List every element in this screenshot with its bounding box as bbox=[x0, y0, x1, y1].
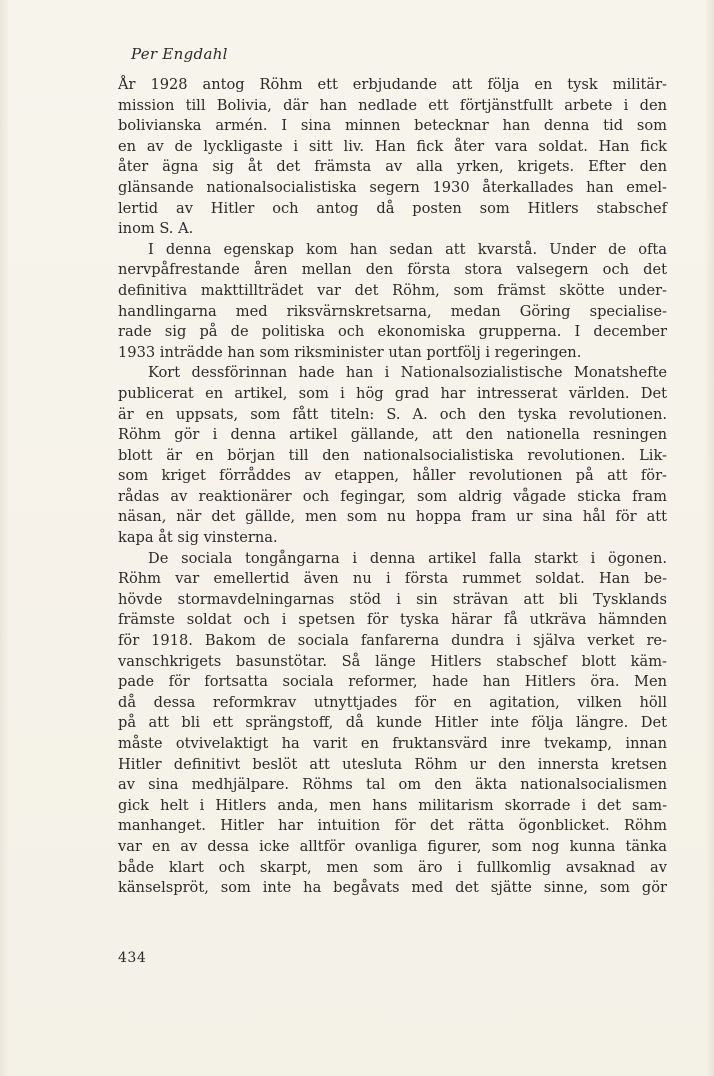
text-line: handlingarna med riksvärnskretsarna, medan Göring specialise- bbox=[118, 302, 667, 320]
text-line: på att bli ett sprängstoff, då kunde Hitler inte följa längre. Det bbox=[118, 714, 667, 732]
text-line: kapa åt sig vinsterna. bbox=[118, 529, 278, 547]
text-line: rade sig på de politiska och ekonomiska grupperna. I december bbox=[118, 323, 667, 341]
text-line: var en av dessa icke alltför ovanliga figurer, som nog kunna tänka bbox=[118, 837, 667, 855]
running-head: Per Engdahl bbox=[131, 45, 228, 63]
text-line: Röhm var emellertid även nu i första rummet soldat. Han be- bbox=[118, 570, 667, 588]
page-number: 434 bbox=[118, 950, 147, 966]
text-line: pade för fortsatta sociala reformer, hade han Hitlers öra. Men bbox=[118, 673, 667, 691]
text-line: rådas av reaktionärer och fegingar, som aldrig vågade sticka fram bbox=[118, 487, 667, 505]
text-line: då dessa reformkrav utnyttjades för en agitation, vilken höll bbox=[118, 693, 667, 711]
text-line: bolivianska armén. I sina minnen betecknar han denna tid som bbox=[118, 117, 667, 135]
text-line: Hitler definitivt beslöt att utesluta Röhm ur den innersta kretsen bbox=[118, 755, 667, 773]
text-line: hövde stormavdelningarnas stöd i sin strävan att bli Tysklands bbox=[118, 590, 667, 608]
text-line: nervpåfrestande åren mellan den första stora valsegern och det bbox=[118, 261, 667, 279]
text-line: är en uppsats, som fått titeln: S. A. och den tyska revolutionen. bbox=[118, 405, 667, 423]
text-line: åter ägna sig åt det främsta av alla yrken, krigets. Efter den bbox=[118, 158, 667, 176]
paragraph bbox=[118, 75, 667, 240]
text-line: inom S. A. bbox=[118, 220, 194, 238]
text-line: definitiva makttillträdet var det Röhm, som främst skötte under- bbox=[118, 281, 667, 299]
text-line: publicerat en artikel, som i hög grad har intresserat världen. Det bbox=[118, 384, 667, 402]
text-line: blott är en början till den nationalsocialistiska revolutionen. Lik- bbox=[118, 446, 667, 464]
text-line: 1933 inträdde han som riksminister utan portfölj i regeringen. bbox=[118, 343, 582, 361]
text-line: en av de lyckligaste i sitt liv. Han fick åter vara soldat. Han fick bbox=[118, 137, 667, 155]
text-line: lertid av Hitler och antog då posten som Hitlers stabschef bbox=[118, 199, 667, 217]
paragraph bbox=[118, 363, 667, 548]
body-text bbox=[118, 75, 667, 899]
text-line: som kriget förråddes av etappen, håller revolutionen på att för- bbox=[118, 467, 667, 485]
page-edge-right bbox=[706, 0, 714, 1076]
text-line: både klart och skarpt, men som äro i fullkomlig avsaknad av bbox=[118, 858, 667, 876]
text-line: måste otvivelaktigt ha varit en fruktansvärd inre tvekamp, innan bbox=[118, 735, 667, 752]
paragraph bbox=[118, 549, 667, 899]
text-line: De sociala tongångarna i denna artikel falla starkt i ögonen. bbox=[148, 549, 667, 567]
page-edge-left bbox=[0, 0, 8, 1076]
text-line: I denna egenskap kom han sedan att kvarstå. Under de ofta bbox=[148, 240, 667, 258]
paragraph bbox=[118, 240, 667, 364]
text-line: av sina medhjälpare. Röhms tal om den äkta nationalsocialismen bbox=[118, 776, 667, 794]
text-line: År 1928 antog Röhm ett erbjudande att följa en tysk militär- bbox=[118, 76, 667, 93]
text-line: mission till Bolivia, där han nedlade ett förtjänstfullt arbete i den bbox=[118, 96, 667, 114]
text-line: manhanget. Hitler har intuition för det rätta ögonblicket. Röhm bbox=[118, 817, 667, 835]
text-line: vanschkrigets basunstötar. Så länge Hitlers stabschef blott käm- bbox=[118, 652, 667, 670]
text-line: Kort dessförinnan hade han i Nationalsozialistische Monatshefte bbox=[148, 364, 667, 382]
text-line: näsan, när det gällde, men som nu hoppa fram ur sina hål för att bbox=[118, 508, 667, 526]
text-line: för 1918. Bakom de sociala fanfarerna dundra i själva verket re- bbox=[118, 632, 667, 650]
text-line: glänsande nationalsocialistiska segern 1930 återkallades han emel- bbox=[118, 178, 667, 196]
text-line: gick helt i Hitlers anda, men hans militarism skorrade i det sam- bbox=[118, 796, 667, 814]
text-line: Röhm gör i denna artikel gällande, att den nationella resningen bbox=[118, 426, 667, 444]
text-line: främste soldat och i spetsen för tyska härar få utkräva hämnden bbox=[118, 611, 667, 629]
text-line: känselspröt, som inte ha begåvats med det sjätte sinne, som gör bbox=[118, 879, 667, 897]
